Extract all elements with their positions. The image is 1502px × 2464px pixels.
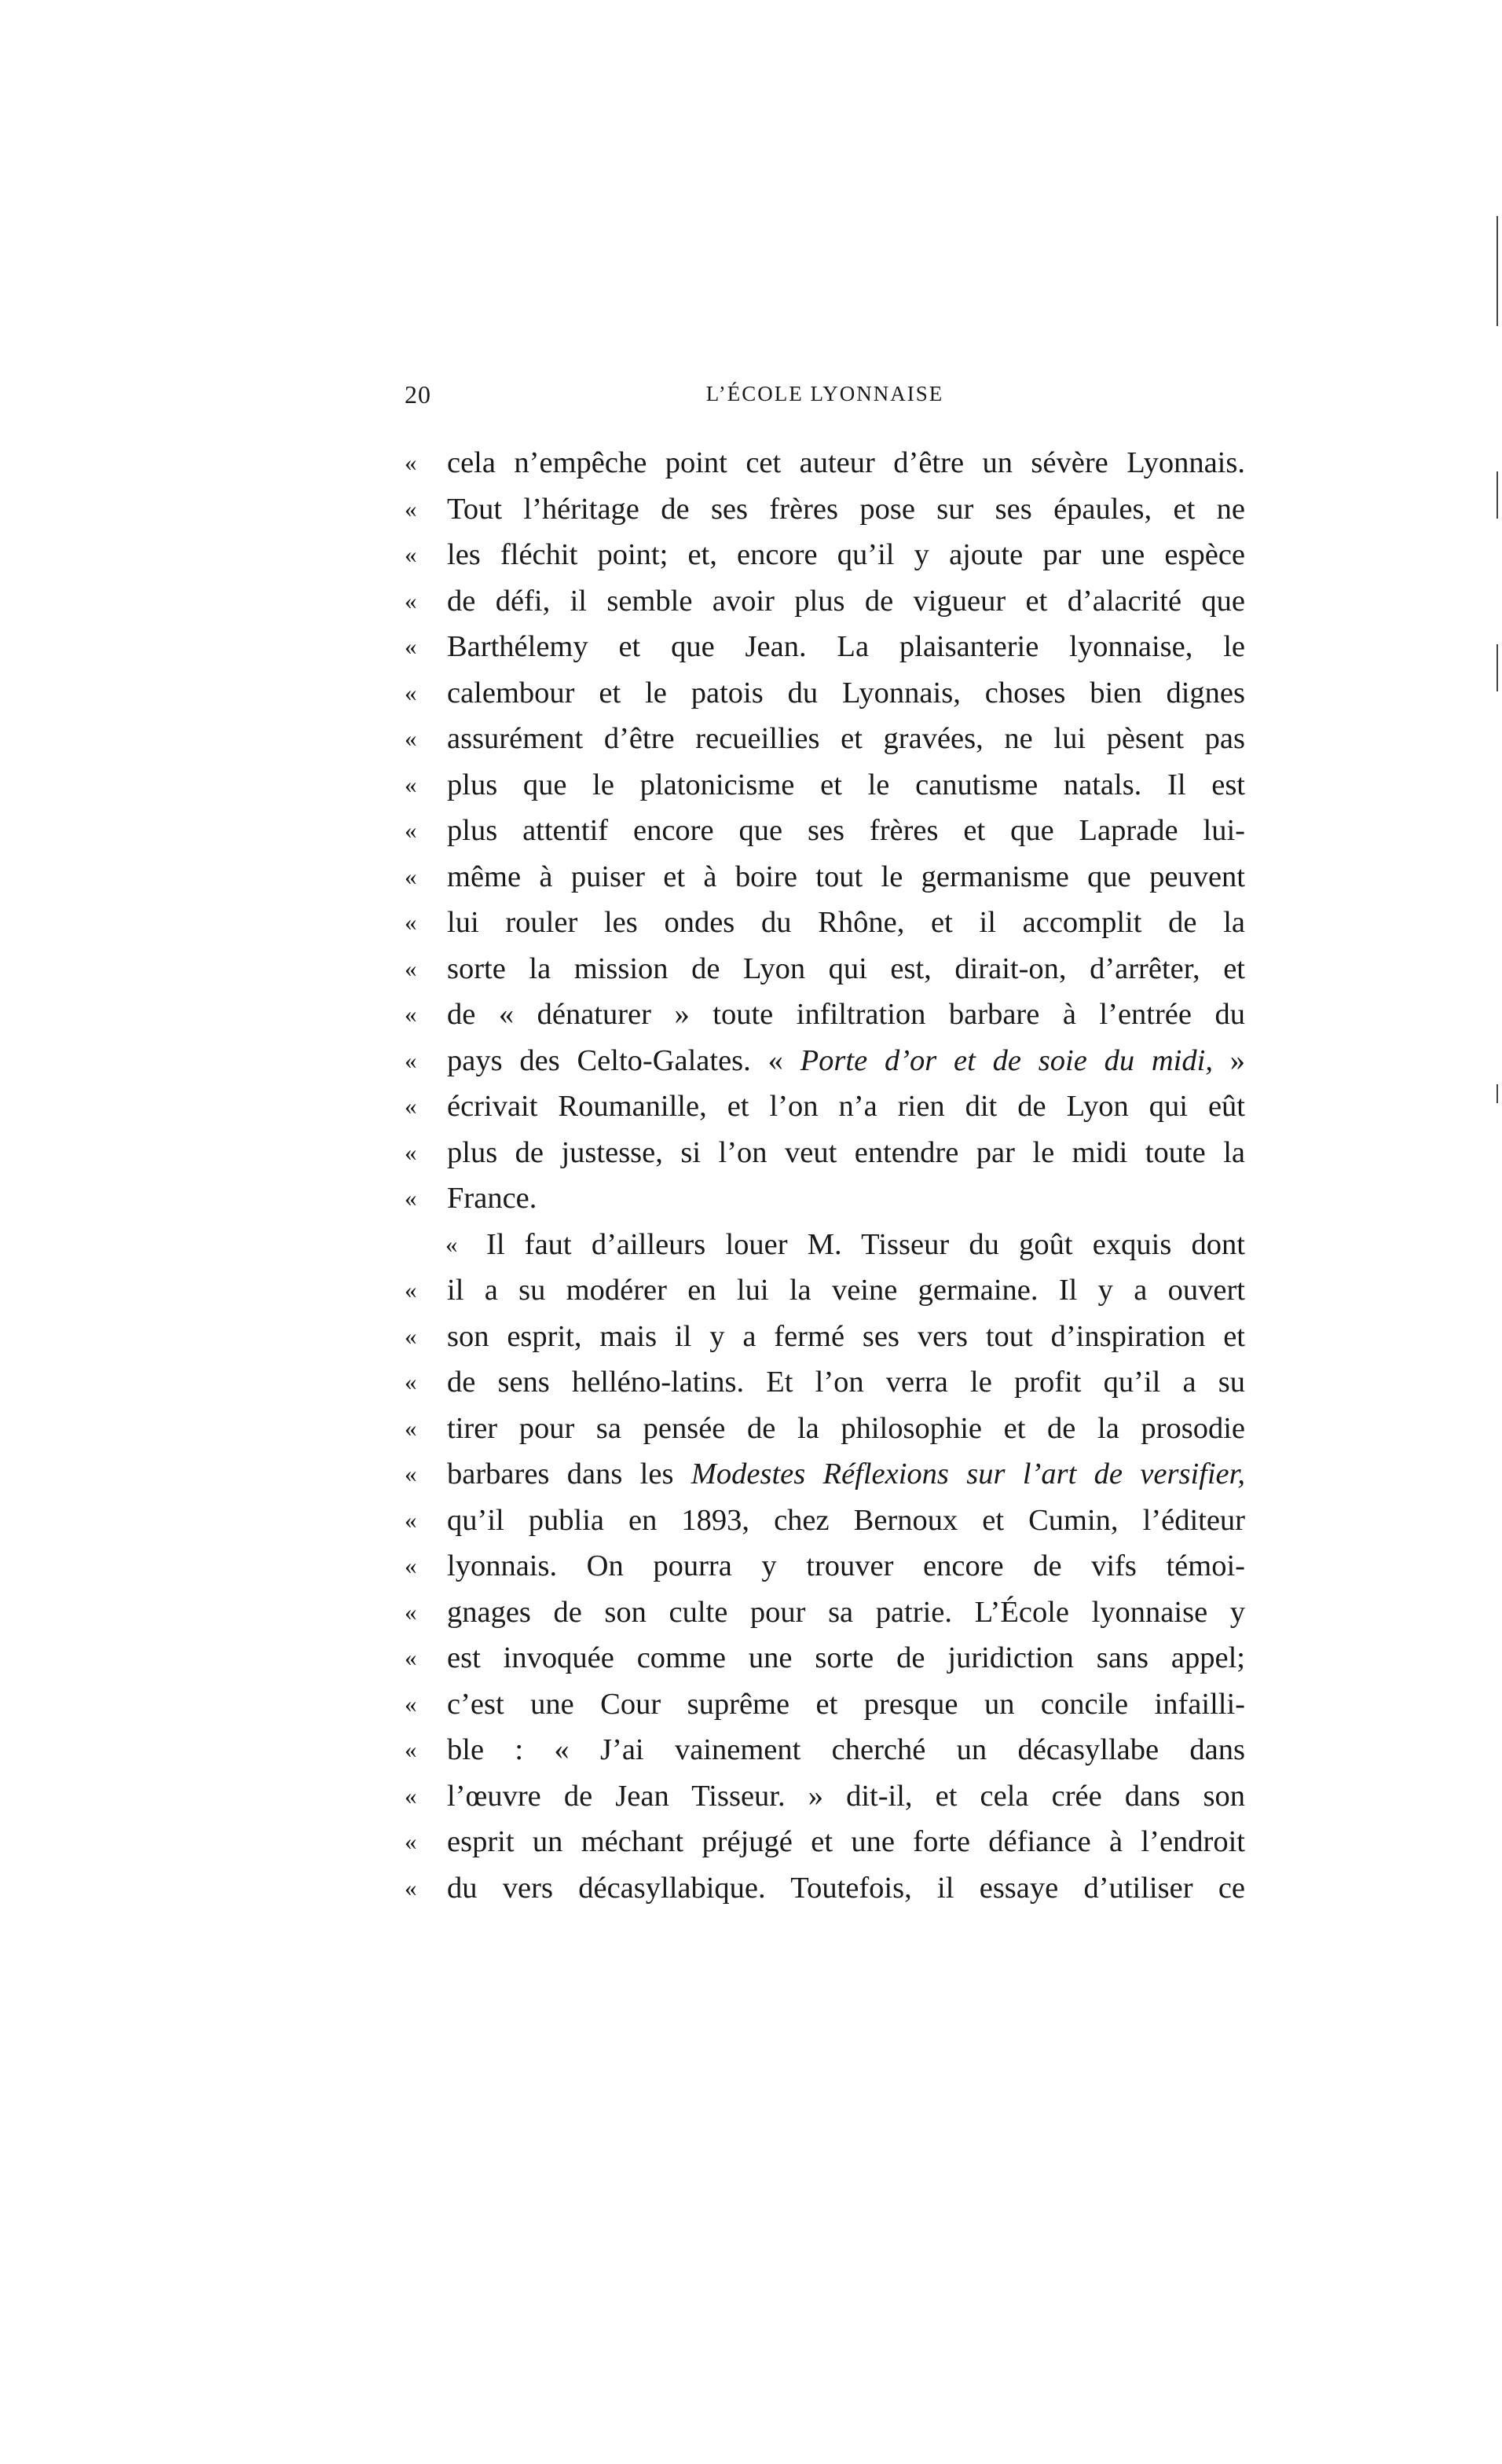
text-line xyxy=(405,808,1245,854)
line-text: ble : « J’ai vainement cherché un décasyllabe dans xyxy=(447,1733,1245,1766)
italic-title: Modestes Réflexions sur l’art de versifier, xyxy=(691,1458,1245,1490)
text-line xyxy=(405,1267,1245,1314)
line-text: plus que le platonicisme et le canutisme natals. Il est xyxy=(447,768,1245,801)
text-line xyxy=(405,1543,1245,1590)
line-text: pays des Celto-Galates. « Porte d’or et de soie du midi, » xyxy=(447,1043,1245,1077)
line-text: Barthélemy et que Jean. La plaisanterie lyonnaise, le xyxy=(447,630,1245,663)
quote-mark: « xyxy=(405,1414,417,1442)
line-text: même à puiser et à boire tout le germanisme que peuvent xyxy=(447,860,1245,893)
text-line xyxy=(405,900,1245,946)
text-line xyxy=(405,1498,1245,1544)
line-text: plus attentif encore que ses frères et que Laprade lui- xyxy=(447,814,1245,847)
line-text: gnages de son culte pour sa patrie. L’École lyonnaise y xyxy=(447,1595,1245,1629)
line-text: c’est une Cour suprême et presque un concile infailli- xyxy=(447,1687,1245,1721)
italic-title: Porte d’or et de soie du midi, xyxy=(800,1043,1213,1077)
scan-artifact xyxy=(1497,471,1498,519)
text-line xyxy=(405,1130,1245,1176)
quote-mark: « xyxy=(405,862,417,890)
quote-mark: « xyxy=(405,1552,417,1579)
body-text xyxy=(405,440,1245,1911)
line-text: Tout l’héritage de ses frères pose sur ses épaules, et ne xyxy=(447,492,1245,526)
quote-mark: « xyxy=(445,1230,458,1258)
line-text: sorte la mission de Lyon qui est, dirait-on, d’arrêter, et xyxy=(447,952,1245,985)
scan-artifact xyxy=(1497,216,1498,326)
text-line xyxy=(405,1175,1245,1222)
line-text: barbares dans les Modestes Réflexions sur l’art de versifier, xyxy=(447,1458,1245,1490)
quote-mark: « xyxy=(405,1828,417,1855)
quote-mark: « xyxy=(405,541,417,568)
quote-mark: « xyxy=(405,1689,417,1718)
quote-mark: « xyxy=(405,449,417,476)
quote-mark: « xyxy=(405,1092,417,1120)
quote-mark: « xyxy=(405,724,417,752)
scan-artifact xyxy=(1497,644,1498,691)
line-text: les fléchit point; et, encore qu’il y ajoute par une espèce xyxy=(447,538,1245,571)
text-line xyxy=(405,578,1245,625)
line-text: de sens helléno-latins. Et l’on verra le profit qu’il a su xyxy=(447,1366,1245,1399)
line-text: assurément d’être recueillies et gravées, ne lui pèsent pas xyxy=(447,722,1245,755)
line-text: calembour et le patois du Lyonnais, choses bien dignes xyxy=(447,676,1245,710)
quote-mark: « xyxy=(405,1644,417,1671)
quote-mark: « xyxy=(405,678,417,706)
quote-mark: « xyxy=(405,908,417,936)
line-text: lui rouler les ondes du Rhône, et il accomplit de la xyxy=(447,906,1245,939)
quote-mark: « xyxy=(405,586,417,614)
quote-mark: « xyxy=(405,494,417,522)
text-line xyxy=(405,1451,1245,1498)
line-text: du vers décasyllabique. Toutefois, il essaye d’utiliser ce xyxy=(447,1871,1245,1905)
text-line xyxy=(405,532,1245,578)
text-line xyxy=(405,486,1245,533)
line-text: esprit un méchant préjugé et une forte défiance à l’endroit xyxy=(447,1825,1245,1858)
line-text: il a su modérer en lui la veine germaine. Il y a ouvert xyxy=(447,1274,1245,1307)
quote-mark: « xyxy=(405,1046,417,1074)
text-line xyxy=(405,1084,1245,1130)
text-line xyxy=(405,1819,1245,1865)
text-line xyxy=(405,1865,1245,1912)
quote-mark: « xyxy=(405,1505,417,1534)
text-line xyxy=(405,1681,1245,1728)
text-line xyxy=(405,1359,1245,1406)
text-line xyxy=(405,992,1245,1038)
text-line xyxy=(405,716,1245,762)
text-line xyxy=(405,670,1245,717)
line-text: plus de justesse, si l’on veut entendre par le midi toute la xyxy=(447,1135,1245,1169)
text-line xyxy=(405,1406,1245,1452)
page-header xyxy=(405,380,1245,420)
text-line xyxy=(405,1590,1245,1636)
line-text: qu’il publia en 1893, chez Bernoux et Cumin, l’éditeur xyxy=(447,1503,1245,1537)
quote-mark: « xyxy=(405,954,417,982)
text-line xyxy=(405,1314,1245,1360)
quote-mark: « xyxy=(405,1736,417,1763)
text-line xyxy=(405,1635,1245,1681)
line-text: tirer pour sa pensée de la philosophie et de la prosodie xyxy=(447,1411,1245,1445)
line-text: de « dénaturer » toute infiltration barbare à l’entrée du xyxy=(447,998,1245,1031)
quote-mark: « xyxy=(405,1184,417,1212)
running-head: L’ÉCOLE LYONNAISE xyxy=(705,382,944,405)
scan-artifact xyxy=(1497,1084,1498,1103)
quote-mark: « xyxy=(405,1276,417,1304)
text-line xyxy=(405,624,1245,670)
quote-mark: « xyxy=(405,1873,417,1901)
line-text: son esprit, mais il y a fermé ses vers tout d’inspiration et xyxy=(447,1319,1245,1353)
line-text: France. xyxy=(447,1182,537,1215)
quote-mark: « xyxy=(405,632,417,660)
text-line xyxy=(405,1038,1245,1084)
quote-mark: « xyxy=(405,1138,417,1166)
text-line xyxy=(405,1727,1245,1773)
quote-mark: « xyxy=(405,1781,417,1810)
quote-mark: « xyxy=(405,1597,417,1626)
quote-mark: « xyxy=(405,1368,417,1395)
quote-mark: « xyxy=(405,1460,417,1487)
line-text: cela n’empêche point cet auteur d’être un sévère Lyonnais. xyxy=(447,446,1245,479)
text-line xyxy=(405,440,1245,486)
text-line xyxy=(405,1222,1245,1268)
line-text: de défi, il semble avoir plus de vigueur et d’alacrité que xyxy=(447,584,1245,618)
line-text: écrivait Roumanille, et l’on n’a rien dit de Lyon qui eût xyxy=(447,1090,1245,1123)
text-line xyxy=(405,1773,1245,1820)
quote-mark: « xyxy=(405,1000,417,1028)
line-text: Il faut d’ailleurs louer M. Tisseur du goût exquis dont xyxy=(486,1227,1245,1261)
page-number: 20 xyxy=(405,380,431,409)
quote-mark: « xyxy=(405,770,417,798)
quote-mark: « xyxy=(405,1322,417,1350)
line-text: l’œuvre de Jean Tisseur. » dit-il, et cela crée dans son xyxy=(447,1779,1245,1813)
quote-mark: « xyxy=(405,816,417,844)
line-text: est invoquée comme une sorte de juridiction sans appel; xyxy=(447,1641,1245,1674)
text-line xyxy=(405,854,1245,900)
text-line xyxy=(405,946,1245,992)
text-line xyxy=(405,762,1245,808)
line-text: lyonnais. On pourra y trouver encore de vifs témoi- xyxy=(447,1549,1245,1582)
